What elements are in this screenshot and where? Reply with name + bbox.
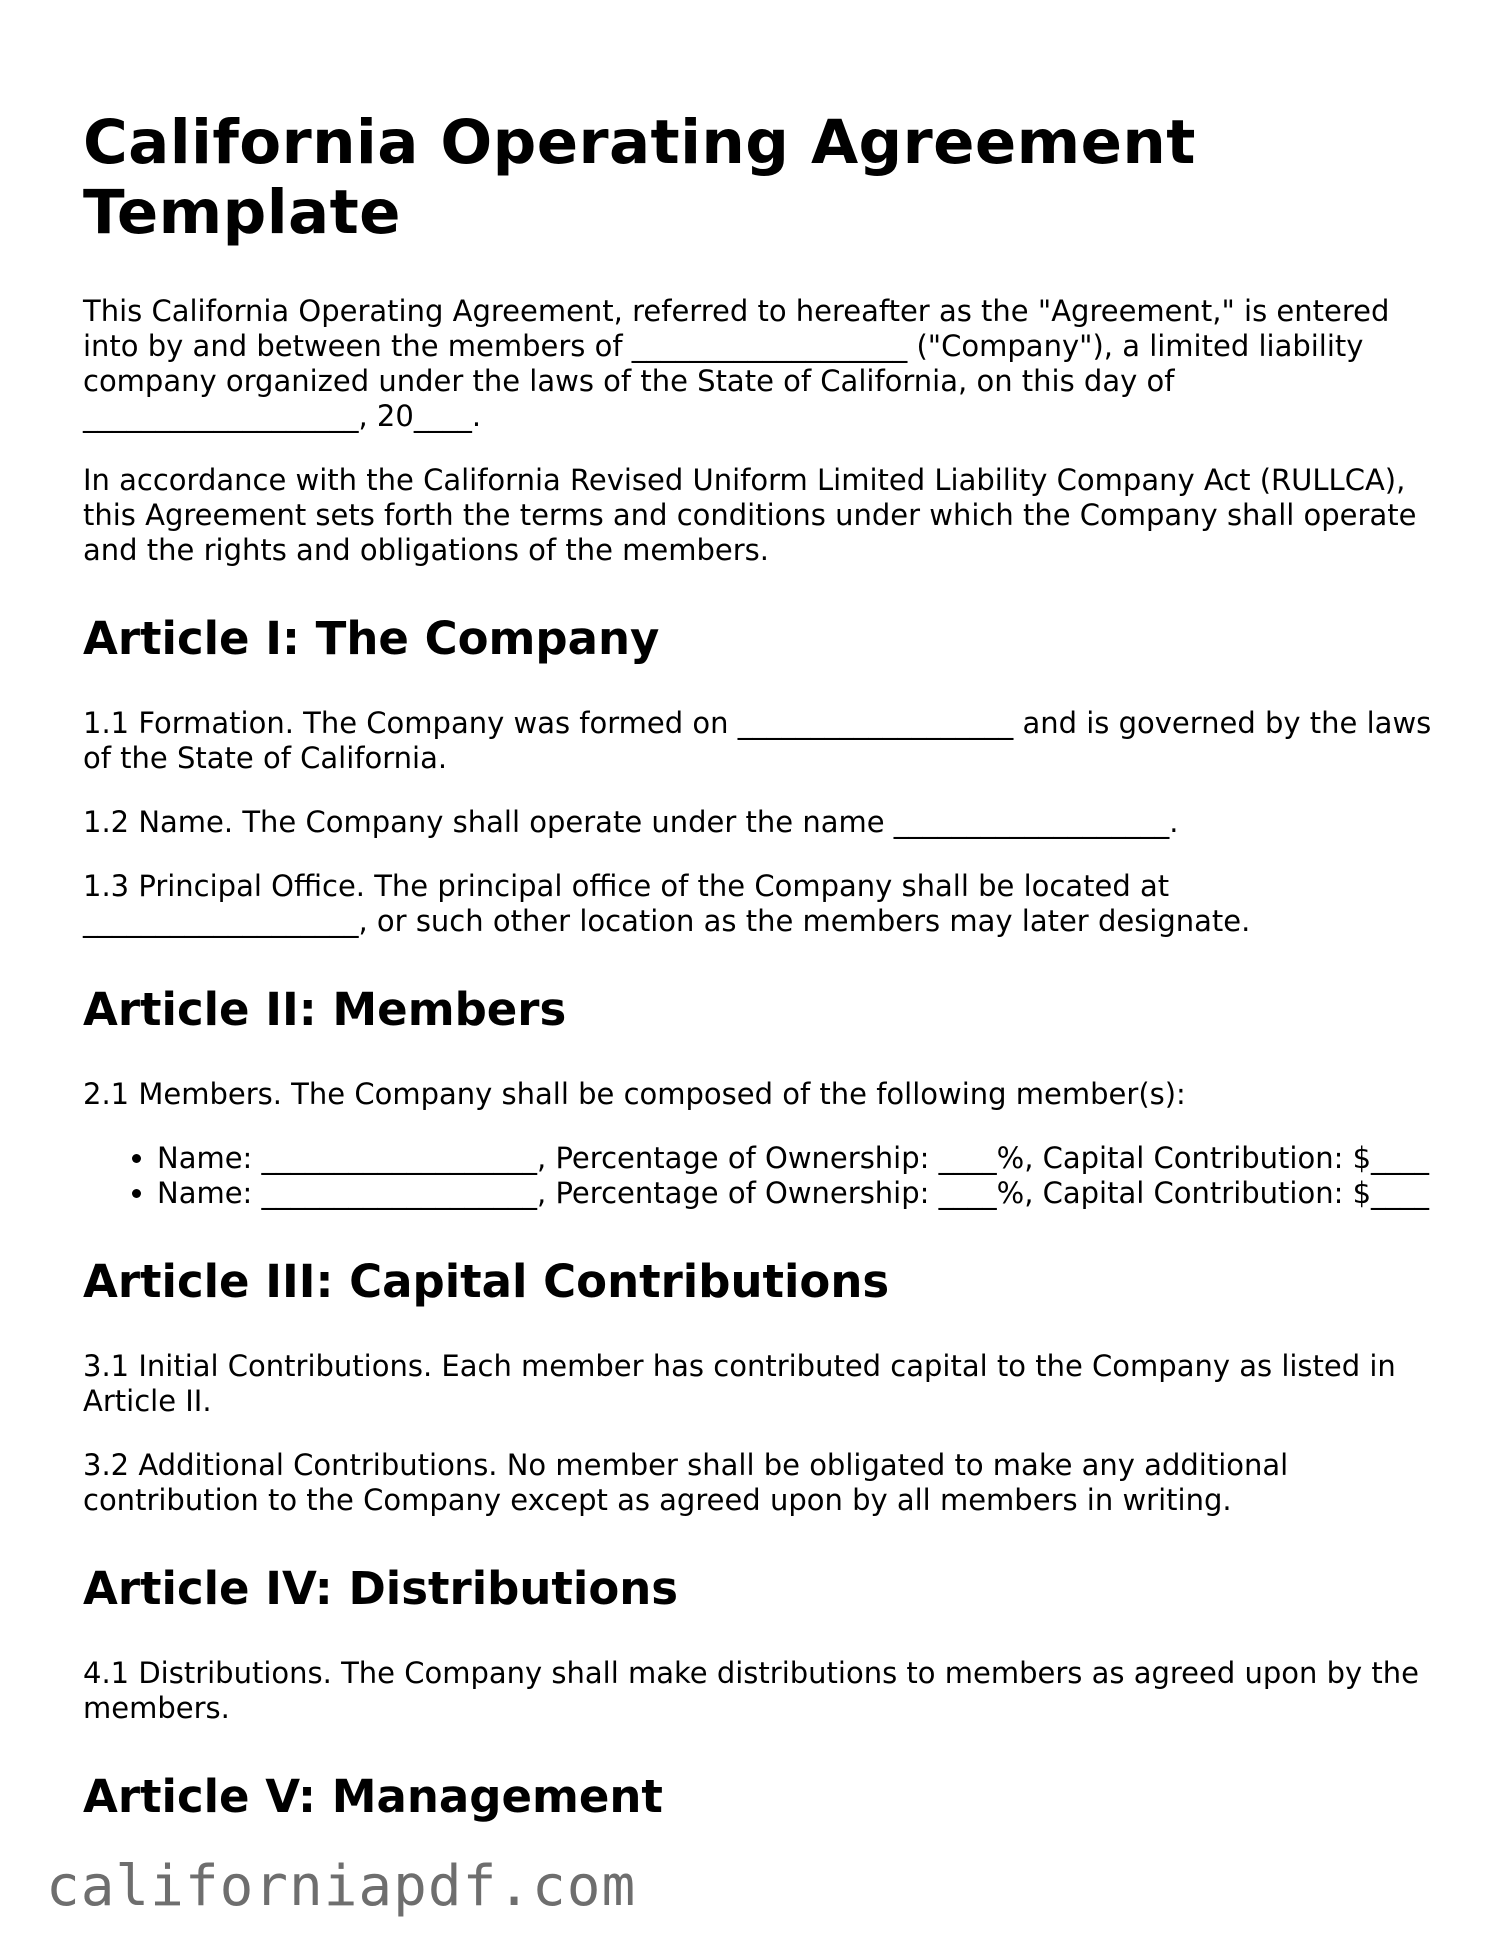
article-3-heading: Article III: Capital Contributions — [83, 1255, 890, 1308]
section-1-1: 1.1 Formation. The Company was formed on ___________________ and is governed by the laws of the State of California. — [83, 706, 1432, 775]
section-3-2: 3.2 Additional Contributions. No member shall be obligated to make any additional contribution to the Company except as agreed upon by all members in writing. — [83, 1448, 1289, 1517]
document-page — [83, 108, 1433, 1864]
section-1-3: 1.3 Principal Office. The principal office of the Company shall be located at ___________________, or such other location as the members may later designate. — [83, 869, 1251, 938]
list-item: • Name: ___________________, Percentage of Ownership: ____%, Capital Contribution: $____ — [157, 1176, 1433, 1211]
article-1-heading: Article I: The Company — [83, 612, 660, 665]
section-4-1: 4.1 Distributions. The Company shall make distributions to members as agreed upon by the members. — [83, 1656, 1419, 1725]
section-3-1: 3.1 Initial Contributions. Each member has contributed capital to the Company as listed in Article II. — [83, 1349, 1396, 1418]
page-title: California Operating Agreement Template — [83, 107, 1196, 248]
intro-paragraph-1: This California Operating Agreement, referred to hereafter as the "Agreement," is entered into by and between the members of ___________________ ("Company"), a limited liability company organized under the laws of the State of California, on this day of ___________________, 20____. — [83, 294, 1390, 433]
list-item: • Name: ___________________, Percentage of Ownership: ____%, Capital Contribution: $____ — [157, 1141, 1433, 1176]
article-4-heading: Article IV: Distributions — [83, 1562, 679, 1615]
intro-paragraph-2: In accordance with the California Revised Uniform Limited Liability Company Act (RULLCA), this Agreement sets forth the terms and conditions under which the Company shall operate and the rights and obligations of the members. — [83, 463, 1417, 567]
section-2-1: 2.1 Members. The Company shall be composed of the following member(s): — [83, 1077, 1186, 1111]
article-5-heading: Article V: Management — [83, 1770, 663, 1823]
members-list — [83, 1141, 1433, 1211]
section-1-2: 1.2 Name. The Company shall operate under the name ___________________. — [83, 805, 1179, 839]
article-2-heading: Article II: Members — [83, 983, 567, 1036]
watermark: californiapdf.com — [46, 1854, 637, 1919]
